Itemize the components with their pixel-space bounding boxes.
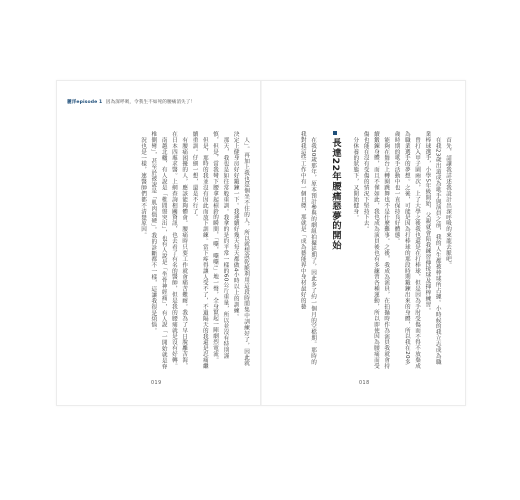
right-paragraph: 曾打入甲子園兩次，上了大學之後我也還是在打棒球，但是因為手肘受傷而不得不放棄成為職業選手的夢想。之後，可能是因為打棒球的那段時期鍛鍊出來的身體，所以我在20多歲時期的歌手活動中也一直保持良好體態。	[393, 131, 421, 369]
right-paragraph: 在我30歲那年，原本預計參與的劇組拍攝延期了，因此多了約一個月的空檔期。那時的我對我這些工作中有一個目標，那就是「成為藝能界中身材最好的藝	[299, 131, 316, 365]
running-head-title: 因為深呼吸，令我生不如死的腰痛消失了！	[105, 100, 196, 105]
section-heading	[324, 131, 342, 311]
book-gutter	[260, 81, 262, 405]
running-head-tag: 麗洋episode 1	[67, 100, 103, 105]
right-paragraph: 能夠在舞台上轉圈跳舞也不是什麼難事。之後，我成為演員，在拍攝時作為演員我就會持續鍛鍊身體，而且不僅如此，我也成為演員後也有多練習各種運動，所以即使因為腰痛而受傷也能在沒有受傷的情況下堅持下去。	[362, 131, 390, 369]
left-paragraph: 南越北轍，有人說是「椎間盤突出」，也有人說是「坐骨神經痛」，有人說「一開始就是脊椎側彎」，甚至於被說是「肌肉僵硬」。我的診斷都不一樣，這讓我很是煩惱。	[150, 131, 167, 369]
left-paragraph: 人」。再加上我也是個坐不住的人，所以就想說乾脆利用這段時間集中訓練好了，因此就決定上健身房好好鍛鍊一下。我連續好幾天每天都做4小時以上的訓練。	[232, 131, 249, 366]
left-page-body	[69, 131, 251, 369]
page-number-left: 019	[151, 381, 162, 386]
right-paragraph: 在我23歲出道成為歌手與演員之前，我的人生都被棒球所占據。小時候的我立志成為職業棒球選手，小學5年級開始，父親就會陪我練習傳接球及揮棒練習。	[424, 131, 441, 365]
right-page-closing-text	[272, 131, 318, 369]
book-spread	[56, 80, 466, 406]
right-page-opening-text	[349, 131, 453, 369]
left-paragraph: 有腰痛困擾的人，應該能夠體會。腰痛時只要工作就會痛苦難耐。我為了早日脫離苦海，在日本四處求醫。上網查詢相關資訊，也去看了有名的醫師，但是我的腰痛就是沒有好轉。	[170, 131, 188, 369]
page-number-right: 018	[359, 381, 370, 386]
left-paragraph: 那天，我也是如往常般重訓。我拿的是約平常一樣的60公斤重量，所以並沒有特別謹慎，但是，當我彎下腰拿起槓鈴的瞬間，「嘶，嘶嘶!」地一聲，全身竄起一陣劇烈電流。	[212, 131, 229, 363]
running-head	[67, 99, 195, 105]
heading-bullet-icon	[333, 131, 337, 135]
left-paragraph: 但是，那時的我並沒有因此而放下訓練。當下疼得讓人受不了，不過隔天的我還是忍痛繼續重訓。仔細一想，還是不行了。	[191, 131, 208, 369]
left-paragraph: 況也是一樣，連醫師們都不清楚原因。	[140, 136, 147, 238]
right-paragraph: 首先，請讓我詳述我設計出深呼吸的來龍去脈吧。	[445, 136, 451, 268]
right-paragraph: 分休養的狀態下，又開始健身。	[352, 136, 359, 220]
section-heading-text: 長達22年腰痛惡夢的開始	[330, 138, 341, 250]
